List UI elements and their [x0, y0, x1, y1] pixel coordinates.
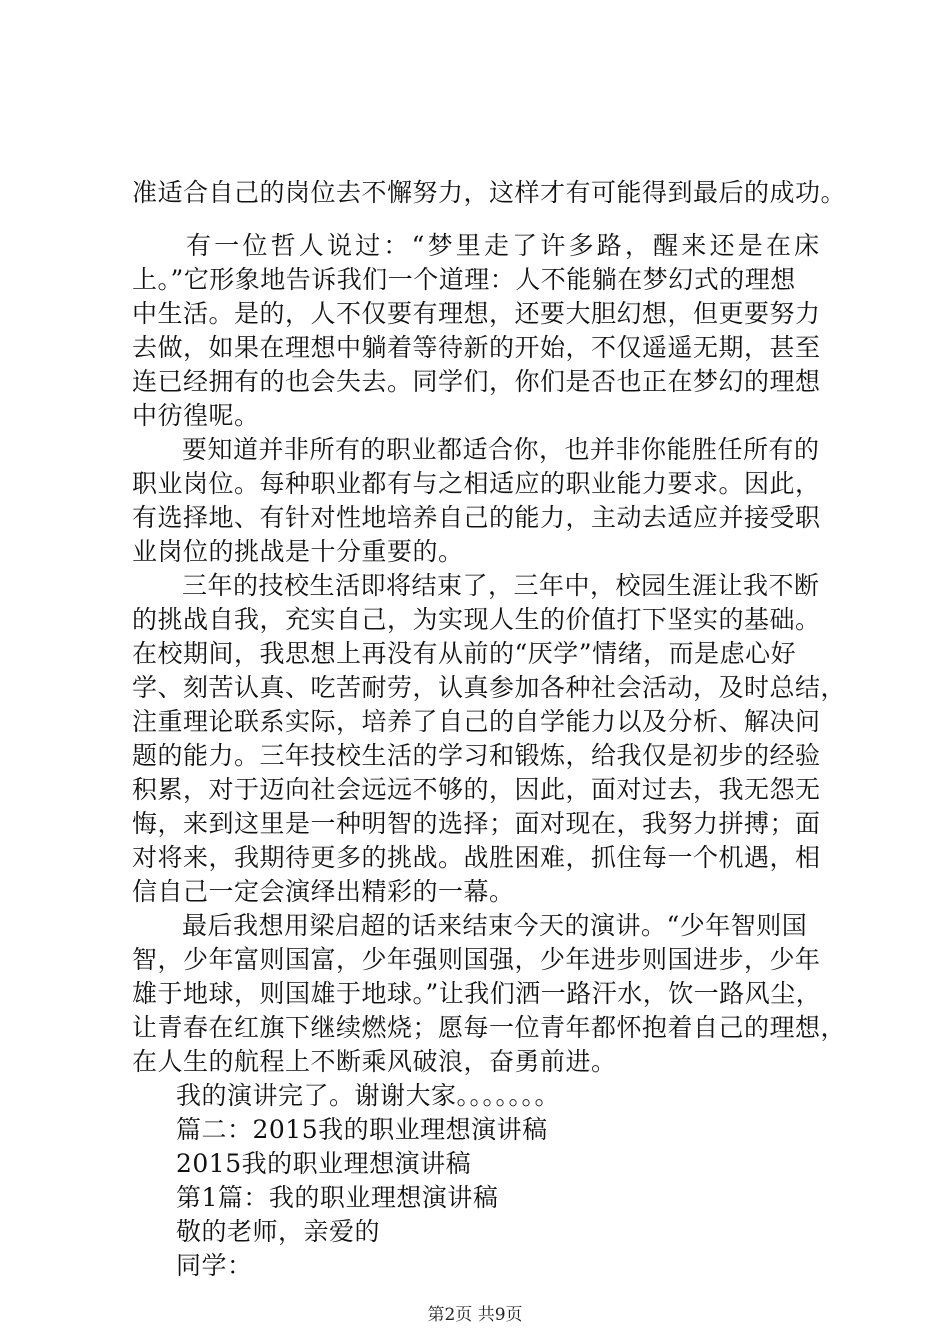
text-line: 我的演讲完了。谢谢大家。。。。。。。	[176, 1081, 561, 1110]
text-line: 让青春在红旗下继续燃烧；愿每一位青年都怀抱着自己的理想，	[132, 1013, 847, 1042]
text-line: 题的能力。三年技校生活的学习和锻炼，给我仅是初步的经验	[132, 741, 821, 770]
text-line: 有一位哲人说过：“梦里走了许多路，醒来还是在床	[186, 231, 823, 260]
text-line: 的挑战自我，充实自己，为实现人生的价值打下坚实的基础。	[132, 605, 821, 634]
text-line: 同学：	[176, 1251, 253, 1280]
text-line: 有选择地、有针对性地培养自己的能力，主动去适应并接受职	[132, 503, 821, 532]
text-line: 敬的老师，亲爱的	[176, 1217, 381, 1246]
text-line: 智，少年富则国富，少年强则国强，少年进步则国进步，少年	[132, 945, 821, 974]
text-line: 三年的技校生活即将结束了，三年中，校园生涯让我不断	[182, 571, 820, 600]
text-line: 悔，来到这里是一种明智的选择；面对现在，我努力拼搏；面	[132, 809, 821, 838]
text-line: 要知道并非所有的职业都适合你，也并非你能胜任所有的	[182, 435, 820, 464]
text-line: 雄于地球，则国雄于地球。”让我们洒一路汗水，饮一路风尘，	[132, 979, 822, 1008]
text-line: 业岗位的挑战是十分重要的。	[132, 537, 464, 566]
document-title: 2015我的职业理想演讲稿	[176, 1149, 472, 1178]
section-heading: 篇二：2015我的职业理想演讲稿	[176, 1115, 548, 1144]
text-line: 在校期间，我思想上再没有从前的“厌学”情绪，而是虑心好	[132, 639, 797, 668]
text-line: 最后我想用梁启超的话来结束今天的演讲。“少年智则国	[182, 911, 808, 940]
text-line: 中生活。是的，人不仅要有理想，还要大胆幻想，但更要努力	[132, 299, 821, 328]
text-line: 准适合自己的岗位去不懈努力，这样才有可能得到最后的成功。	[132, 178, 847, 207]
text-line: 积累，对于迈向社会远远不够的，因此，面对过去，我无怨无	[132, 775, 821, 804]
text-line: 信自己一定会演绎出精彩的一幕。	[132, 877, 515, 906]
text-line: 上。”它形象地告诉我们一个道理：人不能躺在梦幻式的理想	[132, 265, 796, 294]
article-heading: 第1篇：我的职业理想演讲稿	[176, 1183, 499, 1212]
text-line: 职业岗位。每种职业都有与之相适应的职业能力要求。因此，	[132, 469, 821, 498]
text-line: 去做，如果在理想中躺着等待新的开始，不仅遥遥无期，甚至	[132, 333, 821, 362]
text-line: 对将来，我期待更多的挑战。战胜困难，抓住每一个机遇，相	[132, 843, 821, 872]
text-line: 学、刻苦认真、吃苦耐劳，认真参加各种社会活动，及时总结，	[132, 673, 847, 702]
text-line: 中彷徨呢。	[132, 401, 260, 430]
text-line: 连已经拥有的也会失去。同学们，你们是否也正在梦幻的理想	[132, 367, 821, 396]
text-line: 在人生的航程上不断乘风破浪，奋勇前进。	[132, 1047, 617, 1076]
text-line: 注重理论联系实际，培养了自己的自学能力以及分析、解决问	[132, 707, 821, 736]
page-footer: 第2页 共9页	[427, 1305, 523, 1325]
